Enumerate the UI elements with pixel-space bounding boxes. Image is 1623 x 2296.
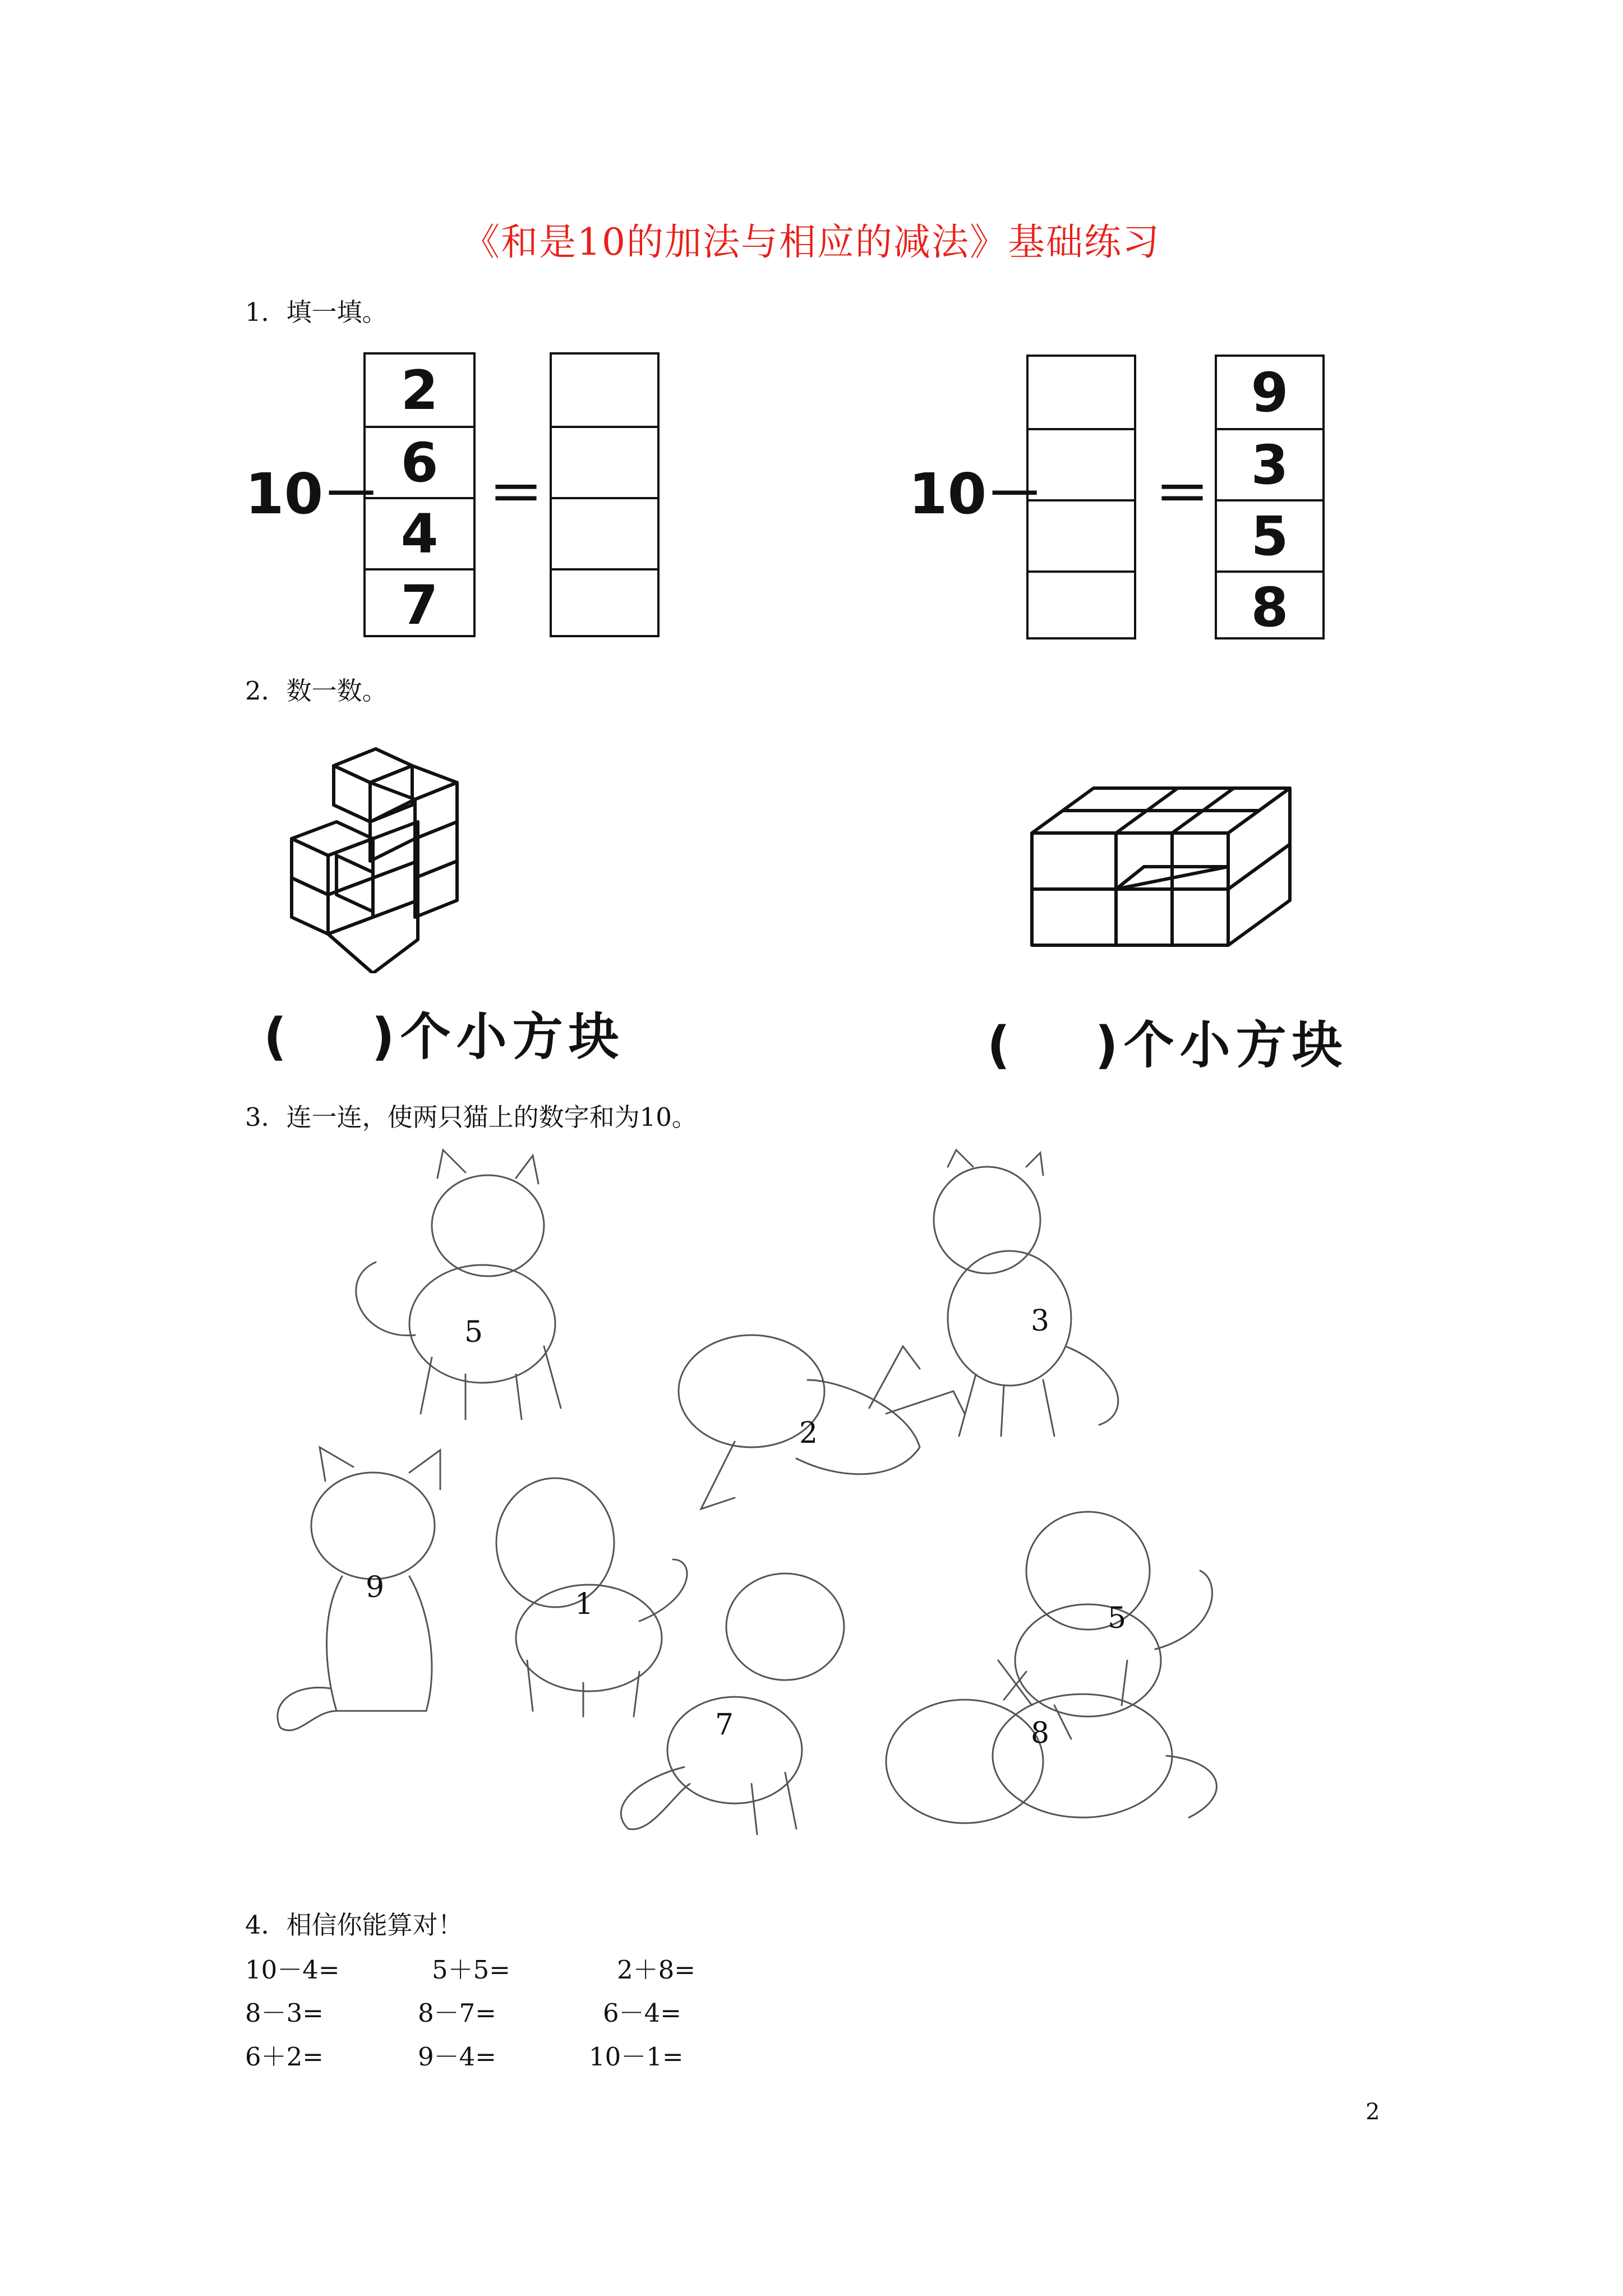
q1-right-equals: ＝ — [1154, 461, 1210, 527]
answer-box[interactable] — [1029, 570, 1134, 642]
right-cube-stack-figure — [1021, 754, 1312, 956]
answer-box[interactable] — [1029, 499, 1134, 570]
q1-right-number: 5 — [1217, 499, 1322, 570]
calc-item[interactable]: 5＋5= — [432, 1955, 510, 1985]
left-cube-stack-figure — [280, 726, 471, 973]
cat-number: 1 — [575, 1588, 594, 1621]
q1-right-number: 9 — [1251, 361, 1289, 424]
cat-number: 9 — [366, 1571, 385, 1604]
cat-figure[interactable] — [621, 1573, 844, 1834]
question-4-label: 4．相信你能算对！ — [245, 1910, 463, 1940]
calc-item[interactable]: 6＋2= — [245, 2042, 324, 2072]
cat-figure[interactable] — [934, 1150, 1118, 1436]
q1-left-number: 6 — [366, 426, 473, 497]
q1-left-given-column — [363, 352, 476, 637]
cat-number: 5 — [1108, 1602, 1127, 1635]
q2-left-caption: ( )个小方块 — [264, 1007, 625, 1066]
q1-left-number: 2 — [400, 358, 439, 422]
answer-box[interactable] — [552, 497, 657, 568]
calc-item[interactable]: 6－4= — [603, 1998, 681, 2028]
calc-item[interactable]: 9－4= — [418, 2042, 496, 2072]
q2-right-caption: ( )个小方块 — [987, 1016, 1348, 1075]
cat-number: 8 — [1031, 1717, 1050, 1750]
calc-item[interactable]: 8－7= — [418, 1998, 496, 2028]
calc-item[interactable]: 10－1= — [589, 2042, 684, 2072]
cat-number: 7 — [715, 1708, 734, 1742]
answer-box[interactable] — [552, 355, 657, 426]
page-number: 2 — [1366, 2099, 1380, 2125]
calc-item[interactable]: 8－3= — [245, 1998, 324, 2028]
q1-left-number: 7 — [366, 568, 473, 639]
q1-right-answer-column[interactable] — [1026, 355, 1136, 639]
cat-number: 3 — [1031, 1304, 1050, 1338]
question-1-label: 1．填一填。 — [245, 297, 388, 327]
cat-number: 5 — [464, 1315, 483, 1349]
calc-item[interactable]: 10－4= — [245, 1955, 340, 1985]
q1-right-number: 3 — [1217, 428, 1322, 499]
question-3-label: 3．连一连，使两只猫上的数字和为10。 — [245, 1102, 697, 1132]
cat-figure[interactable] — [679, 1335, 965, 1509]
answer-box[interactable] — [552, 568, 657, 639]
calc-item[interactable]: 2＋8= — [617, 1955, 695, 1985]
cat-figure[interactable] — [886, 1660, 1216, 1823]
answer-box[interactable] — [1029, 357, 1134, 428]
cat-number: 2 — [799, 1416, 818, 1450]
q1-left-answer-column[interactable] — [550, 352, 660, 637]
q1-right-prefix: 10－ — [909, 461, 1043, 527]
cats-illustration — [247, 1144, 1279, 1851]
cat-figure[interactable] — [278, 1447, 440, 1731]
question-2-label: 2．数一数。 — [245, 676, 388, 706]
answer-box[interactable] — [1029, 428, 1134, 499]
q1-left-prefix: 10－ — [245, 461, 380, 527]
cat-figure[interactable] — [356, 1150, 561, 1419]
page-title: 《和是10的加法与相应的减法》基础练习 — [463, 220, 1160, 264]
q1-left-number: 4 — [366, 497, 473, 568]
answer-box[interactable] — [552, 426, 657, 497]
q1-right-given-column — [1215, 355, 1325, 639]
q1-left-equals: ＝ — [488, 461, 544, 527]
q1-right-number: 8 — [1217, 570, 1322, 642]
